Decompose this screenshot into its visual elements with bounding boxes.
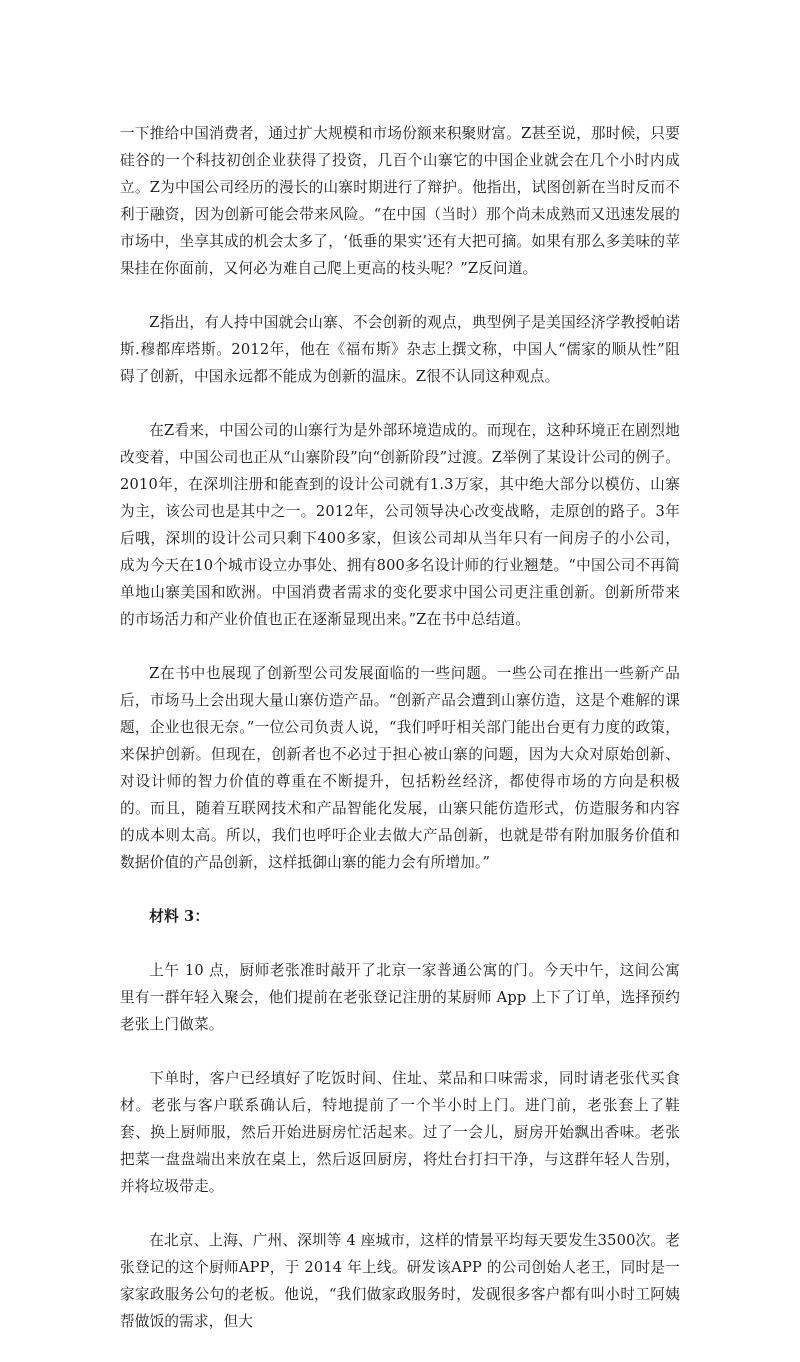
paragraph: 上午 10 点，厨师老张准时敲开了北京一家普通公寓的门。今天中午，这间公寓里有一群年轻入聚会，他们提前在老张登记注册的某厨师 App 上下了订单，选择预约老张上门做菜。	[120, 962, 680, 1033]
paragraph: Z在书中也展现了创新型公司发展面临的一些问题。一些公司在推出一些新产品后，市场马上会出现大量山寨仿造产品。“创新产品会遭到山寨仿造，这是个难解的课题，企业也很无奈。”一位公司负责人说，“我们呼吁相关部门能出台更有力度的政策，来保护创新。但现在，创新者也不必过于担心被山寨的问题，因为大众对原始创新、对设计师的智力价值的尊重在不断提升，包括粉丝经济，都使得市场的方向是积极的。而且，随着互联网技术和产品智能化发展，山寨只能仿造形式，仿造服务和内容的成本则太高。所以，我们也呼吁企业去做大产品创新，也就是带有附加服务价值和数据价值的产品创新，这样抵御山寨的能力会有所增加。”	[120, 665, 680, 871]
document-body	[120, 120, 680, 1362]
paragraph: 一下推给中国消费者，通过扩大规模和市场份额来积聚财富。Z甚至说，那时候，只要硅谷的一个科技初创企业获得了投资，几百个山寨它的中国企业就会在几个小时内成立。Z为中国公司经历的漫长的山寨时期进行了辩护。他指出，试图创新在当时反而不利于融资，因为创新可能会带来风险。“在中国（当时）那个尚未成熟而又迅速发展的市场中，坐享其成的机会太多了，‘低垂的果实’还有大把可摘。如果有那么多美味的苹果挂在你面前，又何必为难自己爬上更高的枝头呢？”Z反问道。	[120, 125, 680, 277]
paragraph: 在Z看来，中国公司的山寨行为是外部环境造成的。而现在，这种环境正在剧烈地改变着，中国公司也正从“山寨阶段”向“创新阶段”过渡。Z举例了某设计公司的例子。2010年，在深圳注册和能查到的设计公司就有1.3万家，其中绝大部分以模仿、山寨为主，该公司也是其中之一。2012年，公司领导决心改变战略，走原创的路子。3年后哦，深圳的设计公司只剩下400多家，但该公司却从当年只有一间房子的小公司，成为今天在10个城市设立办事处、拥有800多名设计师的行业翘楚。“中国公司不再简单地山寨美国和欧洲。中国消费者需求的变化要求中国公司更注重创新。创新所带来的市场活力和产业价值也正在逐渐显现出来。”Z在书中总结道。	[120, 422, 680, 628]
paragraph: 在北京、上海、广州、深圳等 4 座城市，这样的情景平均每天要发生3500次。老张登记的这个厨师APP，于 2014 年上线。研发该APP 的公司创始人老王，同时是一家家政服务公句的老板。他说，“我们做家政服务时，发砚很多客户都有叫小时工阿姨帮做饭的需求，但大	[120, 1232, 680, 1330]
paragraph: 下单时，客户已经填好了吃饭时间、住址、菜品和口味需求，同时请老张代买食材。老张与客户联系确认后，特地提前了一个半小时上门。进门前，老张套上了鞋套、换上厨师服，然后开始进厨房忙活起来。过了一会儿，厨房开始飘出香味。老张把菜一盘盘端出来放在桌上，然后返回厨房，将灶台打扫干净，与这群年轻人告别，并将垃圾带走。	[120, 1070, 680, 1195]
section-heading: 材料 3：	[149, 908, 210, 925]
paragraph: Z指出，有人持中国就会山寨、不会创新的观点，典型例子是美国经济学教授帕诺斯.穆都库塔斯。2012年，他在《福布斯》杂志上撰文称，中国人“儒家的顺从性”阻碍了创新，中国永远都不能成为创新的温床。Z很不认同这种观点。	[120, 314, 680, 385]
